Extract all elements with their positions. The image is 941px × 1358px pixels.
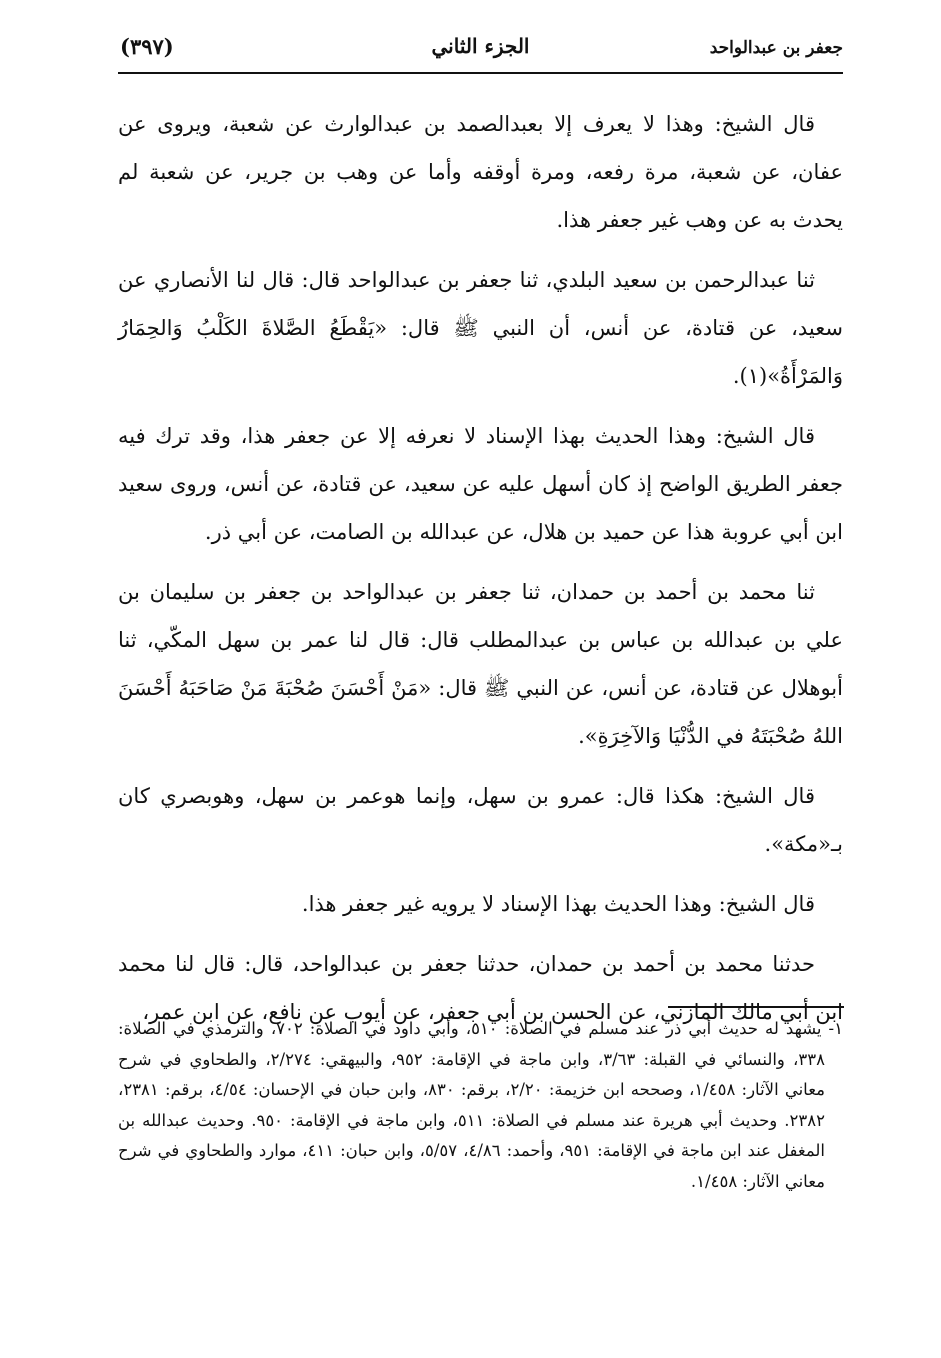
footnote-separator — [668, 1006, 844, 1008]
footnote-1: ١- يشهد له حديث أبي ذر عند مسلم في الصلاة: ٥١٠، وأبي داود في الصلاة: ٧٠٢، والترمذي في الصلاة: ٣٣٨، والنسائي في القبلة: ٣/٦٣، وابن ماجة في الإقامة: ٩٥٢، والبيهقي: ٢/٢٧٤، والطحاوي في شرح معاني الآثار: ١/٤٥٨، وصححه ابن خزيمة: ٢/٢٠، برقم: ٨٣٠، وابن حبان في الإحسان: ٤/٥٤، برقم: ٢٣٨١، ٢٣٨٢. وحديث أبي هريرة عند مسلم في الصلاة: ٥١١، وابن ماجة في الإقامة: ٩٥٠. وحديث عبدالله بن المغفل عند ابن ماجة في الإقامة: ٩٥١، وأحمد: ٤/٨٦، ٥/٥٧، وابن حبان: ٤١١، موارد والطحاوي في شرح معاني الآثار: ١/٤٥٨. — [118, 1019, 843, 1191]
paragraph-7: حدثنا محمد بن أحمد بن حمدان، حدثنا جعفر بن عبدالواحد، قال: قال لنا محمد ابن أبي مالك المازني، عن الحسن بن أبي جعفر، عن أيوب عن نافع، عن ابن عمر، — [118, 952, 843, 1024]
page-number: (٣٩٧) — [120, 34, 174, 59]
paragraph-5: قال الشيخ: هكذا قال: عمرو بن سهل، وإنما هوعمر بن سهل، وهوبصري كان بـ«مكة». — [118, 784, 843, 856]
footnotes — [118, 1014, 843, 1197]
paragraph-3: قال الشيخ: وهذا الحديث بهذا الإسناد لا نعرفه إلا عن جعفر هذا، وقد ترك فيه جعفر الطريق الواضح إذ كان أسهل عليه عن سعيد، عن قتادة، عن أنس، وروى سعيد ابن أبي عروبة هذا عن حميد بن هلال، عن عبدالله بن الصامت، عن أبي ذر. — [118, 424, 843, 544]
page-header — [118, 30, 843, 74]
paragraph-1: قال الشيخ: وهذا لا يعرف إلا بعبدالصمد بن عبدالوارث عن شعبة، ويروى عن عفان، عن شعبة، مرة رفعه، ومرة أوقفه وأما عن وهب بن جرير، عن شعبة لم يحدث به عن وهب غير جعفر هذا. — [118, 112, 843, 232]
paragraph-2: ثنا عبدالرحمن بن سعيد البلدي، ثنا جعفر بن عبدالواحد قال: قال لنا الأنصاري عن سعيد، عن قتادة، عن أنس، أن النبي ﷺ قال: «يَقْطَعُ الصَّلاةَ الكَلْبُ وَالحِمَارُ وَالمَرْأَةُ»(١). — [118, 268, 843, 388]
running-title: جعفر بن عبدالواحد — [709, 38, 843, 58]
paragraph-6: قال الشيخ: وهذا الحديث بهذا الإسناد لا يرويه غير جعفر هذا. — [301, 892, 815, 916]
paragraph-4: ثنا محمد بن أحمد بن حمدان، ثنا جعفر بن عبدالواحد بن جعفر بن سليمان بن علي بن عبدالله بن عباس بن عبدالمطلب قال: قال لنا عمر بن سهل المكّي، ثنا أبوهلال عن قتادة، عن أنس، عن النبي ﷺ قال: «مَنْ أَحْسَنَ صُحْبَةَ مَنْ صَاحَبَهُ أَحْسَنَ اللهُ صُحْبَتَهُ في الدُّنْيَا وَالآخِرَةِ». — [118, 580, 843, 748]
main-text — [118, 100, 843, 1048]
volume-title: الجزء الثاني — [431, 34, 530, 58]
